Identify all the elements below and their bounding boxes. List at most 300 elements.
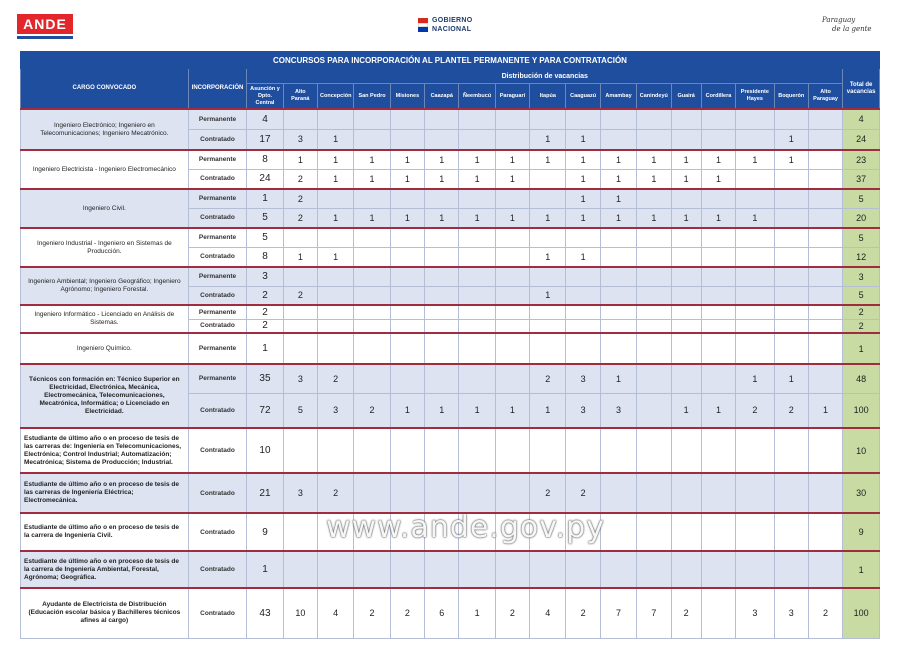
vacancy-cell: 1	[318, 150, 354, 169]
incorporacion-cell: Permanente	[188, 333, 247, 364]
incorporacion-cell: Contratado	[188, 247, 247, 267]
vacancy-cell	[671, 428, 701, 473]
total-cell: 12	[843, 247, 880, 267]
vacancy-cell	[459, 551, 495, 588]
vacancy-cell	[495, 228, 529, 247]
incorporacion-cell: Permanente	[188, 189, 247, 208]
vacancy-cell	[459, 267, 495, 286]
vacancy-cell: 4	[318, 588, 354, 638]
vacancy-cell	[774, 267, 808, 286]
vacancy-cell	[808, 513, 842, 551]
vacancy-cell	[459, 305, 495, 319]
vacancy-cell: 3	[600, 393, 636, 428]
vacancy-cell: 1	[247, 189, 283, 208]
vacancy-cell: 2	[774, 393, 808, 428]
vacancy-cell	[600, 333, 636, 364]
vacancy-cell: 2	[354, 588, 390, 638]
table-row	[21, 333, 880, 364]
vacancy-cell	[390, 129, 424, 150]
vacancy-cell	[354, 228, 390, 247]
vacancy-cell: 1	[459, 208, 495, 228]
vacancy-cell	[600, 247, 636, 267]
total-cell: 10	[843, 428, 880, 473]
vacancy-cell	[671, 319, 701, 333]
vacancy-cell	[425, 228, 459, 247]
incorporacion-cell: Contratado	[188, 129, 247, 150]
vacancy-cell: 5	[247, 208, 283, 228]
vacancy-cell	[495, 305, 529, 319]
vacancy-cell	[530, 189, 566, 208]
vacancy-cell	[701, 305, 735, 319]
vacancy-cell	[808, 319, 842, 333]
vacancy-cell	[671, 305, 701, 319]
vacancy-cell: 5	[283, 393, 317, 428]
vacancy-cell: 1	[354, 169, 390, 189]
incorporacion-cell: Contratado	[188, 513, 247, 551]
vacancy-cell	[808, 305, 842, 319]
vacancy-cell	[637, 551, 671, 588]
vacancy-cell: 21	[247, 473, 283, 513]
vacancy-cell	[736, 319, 774, 333]
vacancy-cell: 1	[247, 551, 283, 588]
vacancy-cell	[701, 333, 735, 364]
vacancy-cell	[425, 267, 459, 286]
vacancy-cell: 6	[425, 588, 459, 638]
vacancy-cell	[390, 319, 424, 333]
vacancy-cell	[283, 333, 317, 364]
incorporacion-cell: Contratado	[188, 473, 247, 513]
total-cell: 24	[843, 129, 880, 150]
vacancy-cell: 1	[390, 169, 424, 189]
vacancy-cell: 1	[701, 208, 735, 228]
vacancy-cell	[318, 189, 354, 208]
vacancy-cell: 8	[247, 247, 283, 267]
vacancy-cell	[459, 129, 495, 150]
vacancy-cell	[808, 247, 842, 267]
vacancy-cell: 1	[671, 169, 701, 189]
vacancy-cell: 1	[459, 588, 495, 638]
vacancy-cell: 1	[566, 247, 600, 267]
vacancy-cell	[318, 428, 354, 473]
vacancy-cell: 1	[736, 208, 774, 228]
vacancy-cell	[637, 189, 671, 208]
vacancy-cell: 1	[318, 169, 354, 189]
table-row	[21, 473, 880, 513]
vacancy-cell	[425, 129, 459, 150]
total-cell: 30	[843, 473, 880, 513]
vacancy-cell	[354, 333, 390, 364]
vacancy-cell	[736, 305, 774, 319]
table-row	[21, 364, 880, 393]
vacancy-cell	[283, 305, 317, 319]
vacancy-cell	[530, 428, 566, 473]
vacancy-cell	[701, 513, 735, 551]
vacancy-cell: 1	[247, 333, 283, 364]
vacancy-cell: 3	[566, 364, 600, 393]
ande-logo: ANDE	[17, 14, 73, 34]
vacancy-cell: 2	[318, 473, 354, 513]
vacancy-cell: 1	[530, 393, 566, 428]
vacancy-cell: 1	[671, 150, 701, 169]
vacancy-cell	[530, 228, 566, 247]
vacancy-cell	[600, 267, 636, 286]
vacancy-cell	[566, 551, 600, 588]
vacancy-cell	[808, 267, 842, 286]
vacancy-cell	[701, 364, 735, 393]
vacancy-cell: 10	[247, 428, 283, 473]
vacancy-cell: 2	[530, 473, 566, 513]
vacancy-cell: 2	[247, 286, 283, 305]
vacancy-cell	[425, 428, 459, 473]
vacancy-cell	[354, 428, 390, 473]
vacancy-cell	[354, 247, 390, 267]
vacancy-cell: 1	[566, 189, 600, 208]
vacancy-cell	[390, 109, 424, 129]
vacancies-table	[20, 51, 880, 639]
vacancy-cell	[495, 129, 529, 150]
vacancy-cell	[637, 267, 671, 286]
vacancy-cell	[495, 109, 529, 129]
vacancy-cell: 2	[671, 588, 701, 638]
vacancy-cell	[774, 228, 808, 247]
vacancy-cell	[808, 150, 842, 169]
vacancy-cell	[600, 551, 636, 588]
vacancy-cell	[774, 513, 808, 551]
region-header: Paraguarí	[495, 84, 529, 110]
vacancy-cell	[600, 286, 636, 305]
vacancy-cell	[600, 513, 636, 551]
table-row	[21, 267, 880, 286]
vacancy-cell	[808, 208, 842, 228]
vacancy-cell	[600, 129, 636, 150]
vacancy-cell	[354, 473, 390, 513]
vacancy-cell: 2	[566, 588, 600, 638]
vacancy-cell	[566, 319, 600, 333]
vacancy-cell	[318, 305, 354, 319]
vacancy-cell	[354, 364, 390, 393]
vacancy-cell	[637, 109, 671, 129]
vacancy-cell	[774, 551, 808, 588]
vacancy-cell	[736, 513, 774, 551]
vacancy-cell	[701, 319, 735, 333]
vacancy-cell: 2	[318, 364, 354, 393]
vacancy-cell: 72	[247, 393, 283, 428]
region-header: Ñeembucú	[459, 84, 495, 110]
vacancy-cell: 1	[566, 150, 600, 169]
vacancy-cell: 1	[701, 150, 735, 169]
vacancy-cell	[774, 428, 808, 473]
cargo-cell: Técnicos con formación en: Técnico Superior en Electricidad, Electrónica, Mecánica, Electromecánica, Telecomunicaciones, Mecatrónica, Informática; o Licenciado en Electricidad.	[21, 364, 189, 428]
vacancy-cell	[390, 551, 424, 588]
vacancy-cell: 1	[495, 169, 529, 189]
vacancy-cell	[774, 169, 808, 189]
vacancy-cell: 1	[390, 150, 424, 169]
vacancy-cell	[736, 189, 774, 208]
vacancy-cell: 1	[600, 150, 636, 169]
vacancy-cell	[671, 364, 701, 393]
vacancy-cell	[600, 473, 636, 513]
vacancy-cell	[808, 473, 842, 513]
vacancy-cell	[283, 228, 317, 247]
vacancy-cell	[701, 228, 735, 247]
vacancy-cell: 4	[530, 588, 566, 638]
vacancy-cell: 3	[283, 129, 317, 150]
vacancy-cell	[425, 364, 459, 393]
vacancy-cell	[637, 319, 671, 333]
vacancy-cell	[808, 228, 842, 247]
vacancy-cell	[318, 333, 354, 364]
vacancy-cell	[425, 109, 459, 129]
total-cell: 100	[843, 393, 880, 428]
cargo-cell: Ingeniero Químico.	[21, 333, 189, 364]
vacancy-cell: 1	[637, 169, 671, 189]
vacancy-cell: 7	[600, 588, 636, 638]
incorporacion-cell: Contratado	[188, 319, 247, 333]
incorporacion-cell: Contratado	[188, 169, 247, 189]
vacancy-cell	[566, 109, 600, 129]
vacancy-cell	[671, 247, 701, 267]
vacancy-cell	[283, 428, 317, 473]
vacancy-cell: 10	[283, 588, 317, 638]
vacancy-cell	[459, 286, 495, 305]
vacancy-cell	[425, 189, 459, 208]
col-incorporacion-header: INCORPORACIÓN	[188, 69, 247, 110]
vacancy-cell: 1	[283, 150, 317, 169]
vacancy-cell: 3	[247, 267, 283, 286]
vacancy-cell	[318, 551, 354, 588]
col-cargo-header: CARGO CONVOCADO	[21, 69, 189, 110]
table-row	[21, 305, 880, 319]
brand-line-2: de la gente	[832, 25, 872, 33]
vacancy-cell	[637, 513, 671, 551]
vacancy-cell	[774, 247, 808, 267]
vacancy-cell	[808, 364, 842, 393]
region-header: Itapúa	[530, 84, 566, 110]
cargo-cell: Ingeniero Electricista - Ingeniero Electromecánico	[21, 150, 189, 189]
region-header: Asunción y Dpto. Central	[247, 84, 283, 110]
vacancy-cell	[459, 228, 495, 247]
vacancy-cell: 1	[425, 169, 459, 189]
vacancy-cell	[495, 286, 529, 305]
vacancy-cell: 1	[671, 208, 701, 228]
vacancy-cell	[671, 109, 701, 129]
vacancy-cell: 1	[566, 208, 600, 228]
vacancy-cell: 3	[318, 393, 354, 428]
vacancy-cell: 1	[318, 247, 354, 267]
vacancy-cell	[600, 109, 636, 129]
vacancy-cell: 1	[425, 393, 459, 428]
vacancy-cell	[637, 473, 671, 513]
vacancy-cell	[530, 551, 566, 588]
vacancy-cell: 1	[600, 208, 636, 228]
vacancy-cell: 5	[247, 228, 283, 247]
vacancy-cell	[354, 189, 390, 208]
vacancy-cell	[425, 286, 459, 305]
vacancy-cell	[774, 286, 808, 305]
table-row	[21, 189, 880, 208]
incorporacion-cell: Permanente	[188, 305, 247, 319]
vacancy-cell	[701, 189, 735, 208]
vacancy-cell	[318, 109, 354, 129]
vacancy-cell	[283, 319, 317, 333]
vacancy-cell	[390, 267, 424, 286]
vacancy-cell	[495, 333, 529, 364]
vacancy-cell	[701, 551, 735, 588]
region-header: Presidente Hayes	[736, 84, 774, 110]
vacancy-cell	[600, 319, 636, 333]
vacancy-cell: 1	[354, 208, 390, 228]
region-header: Alto Paraná	[283, 84, 317, 110]
vacancy-cell	[701, 588, 735, 638]
cargo-cell: Ayudante de Electricista de Distribución (Educación escolar básica y Bachilleres técnicos afines al cargo)	[21, 588, 189, 638]
vacancy-cell	[808, 169, 842, 189]
vacancy-cell	[774, 189, 808, 208]
vacancy-cell: 2	[390, 588, 424, 638]
vacancy-cell	[318, 267, 354, 286]
cargo-cell: Estudiante de último año o en proceso de tesis de las carreras de: Ingeniería en Telecomunicaciones, Electrónica; Control Industrial; Automatización; Mecatrónica; Sistema de Producción; Industrial.	[21, 428, 189, 473]
vacancy-cell: 2	[354, 393, 390, 428]
vacancy-cell: 1	[425, 208, 459, 228]
vacancy-cell	[774, 305, 808, 319]
vacancy-cell	[671, 267, 701, 286]
vacancy-cell	[566, 267, 600, 286]
vacancy-cell	[736, 129, 774, 150]
incorporacion-cell: Permanente	[188, 364, 247, 393]
vacancy-cell	[736, 428, 774, 473]
total-cell: 9	[843, 513, 880, 551]
region-header: San Pedro	[354, 84, 390, 110]
vacancy-cell: 2	[283, 169, 317, 189]
vacancy-cell	[566, 428, 600, 473]
vacancy-cell	[600, 305, 636, 319]
vacancy-cell	[808, 551, 842, 588]
paraguay-brand	[822, 16, 882, 34]
vacancy-cell	[774, 473, 808, 513]
vacancy-cell: 3	[283, 473, 317, 513]
vacancy-cell	[283, 513, 317, 551]
top-header	[0, 0, 900, 45]
cargo-cell: Estudiante de último año o en proceso de tesis de la carrera de Ingeniería Civil.	[21, 513, 189, 551]
vacancy-cell	[390, 333, 424, 364]
incorporacion-cell: Permanente	[188, 150, 247, 169]
vacancy-cell	[495, 551, 529, 588]
gov-line-1: GOBIERNO	[432, 17, 473, 24]
vacancy-cell: 1	[530, 286, 566, 305]
vacancy-cell	[808, 286, 842, 305]
vacancy-cell	[459, 333, 495, 364]
ande-logo-underline	[17, 36, 73, 39]
vacancy-cell	[354, 305, 390, 319]
region-header: Amambay	[600, 84, 636, 110]
vacancy-cell: 2	[283, 208, 317, 228]
total-cell: 1	[843, 551, 880, 588]
vacancy-cell	[459, 364, 495, 393]
region-header: Guairá	[671, 84, 701, 110]
vacancy-cell	[495, 319, 529, 333]
vacancy-cell	[354, 109, 390, 129]
vacancy-cell: 1	[530, 247, 566, 267]
vacancy-cell: 1	[495, 150, 529, 169]
vacancy-cell	[736, 551, 774, 588]
vacancy-cell	[390, 189, 424, 208]
vacancy-cell: 3	[774, 588, 808, 638]
vacancy-cell: 1	[701, 393, 735, 428]
total-cell: 23	[843, 150, 880, 169]
total-cell: 2	[843, 319, 880, 333]
vacancy-cell	[390, 364, 424, 393]
vacancy-cell	[637, 305, 671, 319]
vacancy-cell	[283, 551, 317, 588]
vacancy-cell	[495, 247, 529, 267]
vacancy-cell	[283, 267, 317, 286]
vacancy-cell	[390, 228, 424, 247]
vacancy-cell	[530, 267, 566, 286]
col-total-header: Total de vacancias	[843, 69, 880, 110]
vacancy-cell	[736, 333, 774, 364]
vacancy-cell: 1	[390, 208, 424, 228]
total-cell: 4	[843, 109, 880, 129]
vacancy-cell: 1	[354, 150, 390, 169]
vacancy-cell: 1	[808, 393, 842, 428]
vacancy-cell: 1	[774, 150, 808, 169]
total-cell: 5	[843, 189, 880, 208]
vacancy-cell	[495, 428, 529, 473]
vacancy-cell: 1	[283, 247, 317, 267]
vacancy-cell: 1	[736, 150, 774, 169]
incorporacion-cell: Contratado	[188, 208, 247, 228]
vacancy-cell: 7	[637, 588, 671, 638]
vacancy-cell: 1	[637, 150, 671, 169]
vacancy-cell	[425, 319, 459, 333]
vacancy-cell: 1	[530, 129, 566, 150]
incorporacion-cell: Permanente	[188, 267, 247, 286]
total-cell: 2	[843, 305, 880, 319]
cargo-cell: Ingeniero Industrial - Ingeniero en Sistemas de Producción.	[21, 228, 189, 267]
vacancy-cell: 1	[390, 393, 424, 428]
vacancy-cell	[425, 551, 459, 588]
vacancy-cell	[671, 473, 701, 513]
vacancy-cell	[495, 189, 529, 208]
cargo-cell: Ingeniero Electrónico; Ingeniero en Telecomunicaciones; Ingeniero Mecatrónico.	[21, 109, 189, 150]
vacancy-cell: 1	[774, 129, 808, 150]
cargo-cell: Estudiante de último año o en proceso de tesis de las carreras de Ingeniería Eléctrica; Electromecánica.	[21, 473, 189, 513]
vacancy-cell	[671, 189, 701, 208]
vacancy-cell	[459, 109, 495, 129]
vacancy-cell	[637, 129, 671, 150]
vacancy-cell	[671, 333, 701, 364]
vacancy-cell	[701, 267, 735, 286]
region-header: Boquerón	[774, 84, 808, 110]
vacancy-cell	[530, 305, 566, 319]
vacancy-cell: 1	[637, 208, 671, 228]
incorporacion-cell: Permanente	[188, 228, 247, 247]
table-row	[21, 551, 880, 588]
region-header: Misiones	[390, 84, 424, 110]
incorporacion-cell: Contratado	[188, 588, 247, 638]
total-cell: 20	[843, 208, 880, 228]
vacancy-cell: 2	[566, 473, 600, 513]
vacancy-cell	[390, 305, 424, 319]
incorporacion-cell: Contratado	[188, 428, 247, 473]
vacancy-cell	[354, 129, 390, 150]
vacancy-cell	[354, 551, 390, 588]
watermark: www.ande.gov.py	[326, 510, 605, 545]
vacancy-cell: 1	[671, 393, 701, 428]
region-header: Alto Paraguay	[808, 84, 842, 110]
vacancy-cell	[530, 169, 566, 189]
vacancy-cell	[495, 364, 529, 393]
cargo-cell: Ingeniero Informático - Licenciado en Análisis de Sistemas.	[21, 305, 189, 333]
